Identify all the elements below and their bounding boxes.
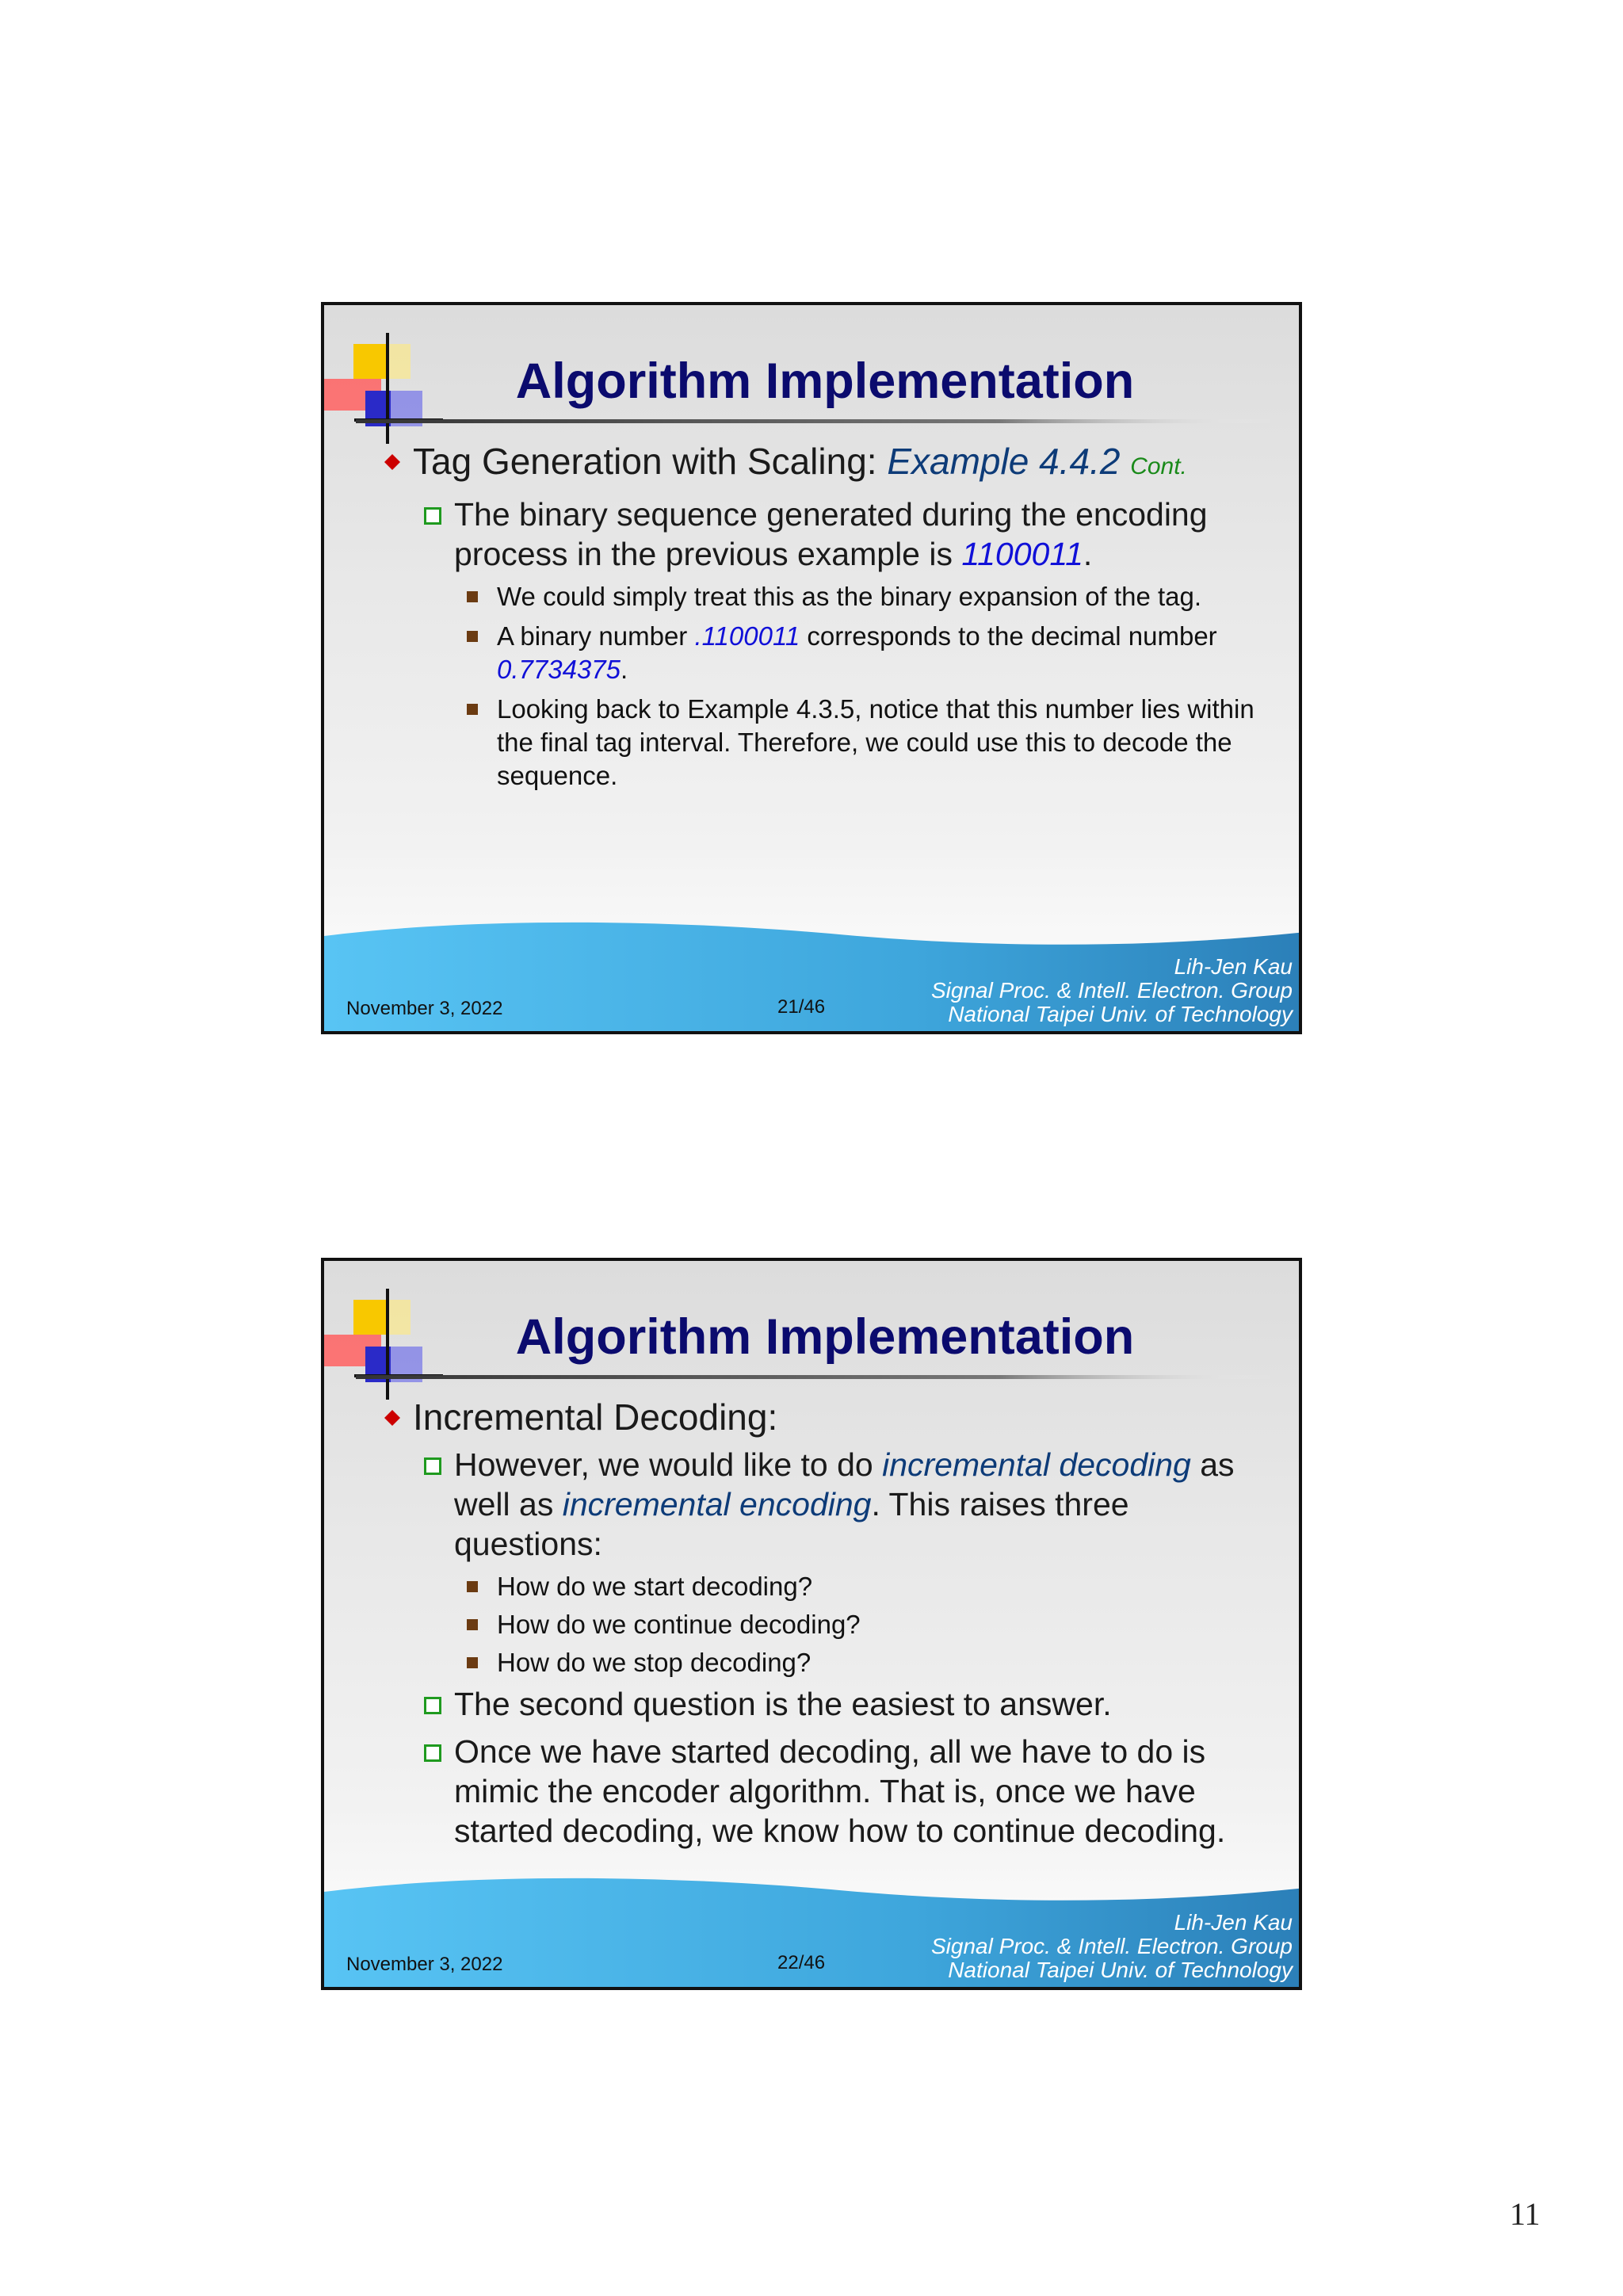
page-number: 11 [1510, 2196, 1541, 2232]
footer-date: November 3, 2022 [346, 1954, 503, 1975]
bullet-question-start: How do we start decoding? [465, 1570, 1275, 1603]
footer-slide-number: 21/46 [777, 996, 826, 1018]
bullet-binary-number: A binary number .1100011 corresponds to the decimal number 0.7734375. [465, 620, 1275, 686]
square-bullet-icon [467, 1581, 478, 1592]
bullet-mimic-encoder: Once we have started decoding, all we have to do is mimic the encoder algorithm. That is, once we have started decoding, we know how to continue decoding. [422, 1732, 1275, 1851]
bullet-binary-sequence: The binary sequence generated during the encoding process in the previous example is 1100011. [422, 495, 1275, 574]
slide-title: Algorithm Implementation [515, 353, 1135, 409]
bullet-question-stop: How do we stop decoding? [465, 1646, 1275, 1679]
title-underline [356, 1373, 1275, 1381]
footer-slide-number: 22/46 [777, 1952, 826, 1973]
diamond-bullet-icon [384, 454, 400, 470]
footer-group: Signal Proc. & Intell. Electron. Group [931, 978, 1293, 1003]
footer-university: National Taipei Univ. of Technology [948, 1002, 1293, 1026]
slide-footer [324, 1876, 1299, 1987]
square-bullet-icon [467, 591, 478, 602]
diamond-bullet-icon [384, 1410, 400, 1426]
hollow-square-bullet-icon [424, 1697, 441, 1714]
slide-footer [324, 920, 1299, 1031]
bullet-three-questions: However, we would like to do incremental decoding as well as incremental encoding. This raises three questions: [422, 1445, 1275, 1564]
footer-credit [931, 1911, 1293, 1982]
square-bullet-icon [467, 1619, 478, 1630]
bullet-incremental-decoding: Incremental Decoding: [380, 1396, 1275, 1438]
hollow-square-bullet-icon [424, 507, 441, 525]
footer-group: Signal Proc. & Intell. Electron. Group [931, 1934, 1293, 1958]
hollow-square-bullet-icon [424, 1457, 441, 1475]
slide-logo-icon [324, 1261, 467, 1404]
footer-credit [931, 955, 1293, 1026]
slide-22 [321, 1258, 1302, 1990]
slide-title: Algorithm Implementation [515, 1309, 1135, 1365]
bullet-question-continue: How do we continue decoding? [465, 1608, 1275, 1641]
square-bullet-icon [467, 1657, 478, 1668]
bullet-tag-generation: Tag Generation with Scaling: Example 4.4.2 Cont. [380, 440, 1275, 488]
footer-date: November 3, 2022 [346, 998, 503, 1019]
bullet-second-question: The second question is the easiest to answer. [422, 1684, 1275, 1724]
square-bullet-icon [467, 631, 478, 642]
bullet-looking-back: Looking back to Example 4.3.5, notice that this number lies within the final tag interval. Therefore, we could use this to decode the sequence. [465, 693, 1275, 793]
title-underline [356, 418, 1275, 426]
slide-21 [321, 302, 1302, 1034]
footer-author: Lih-Jen Kau [1174, 954, 1293, 979]
square-bullet-icon [467, 704, 478, 715]
hollow-square-bullet-icon [424, 1744, 441, 1762]
footer-university: National Taipei Univ. of Technology [948, 1958, 1293, 1982]
bullet-binary-expansion: We could simply treat this as the binary expansion of the tag. [465, 580, 1275, 613]
slide-logo-icon [324, 305, 467, 448]
footer-author: Lih-Jen Kau [1174, 1910, 1293, 1935]
